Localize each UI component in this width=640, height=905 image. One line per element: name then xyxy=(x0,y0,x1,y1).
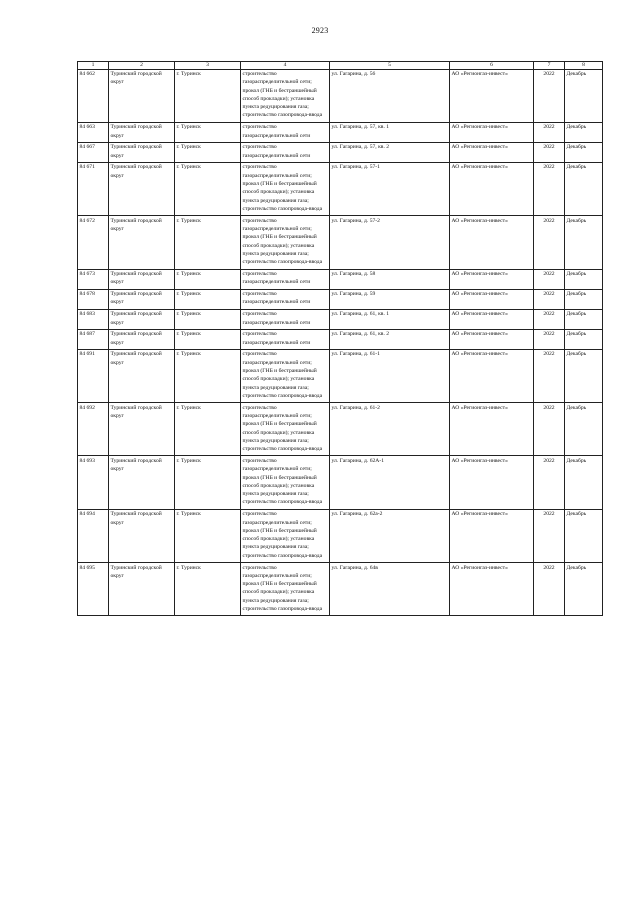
address-cell: ул. Гагарина, д. 64в xyxy=(330,563,450,616)
year-cell: 2022 xyxy=(534,563,565,616)
locality-cell: г. Туринск xyxy=(175,456,241,509)
row-number-cell: 84 694 xyxy=(78,509,109,562)
locality-cell: г. Туринск xyxy=(175,162,241,215)
organization-cell: АО «Регионгаз-инвест» xyxy=(450,563,534,616)
organization-cell: АО «Регионгаз-инвест» xyxy=(450,69,534,122)
table-row xyxy=(78,122,603,142)
year-cell: 2022 xyxy=(534,162,565,215)
address-cell: ул. Гагарина, д. 61, кв. 2 xyxy=(330,329,450,349)
address-cell: ул. Гагарина, д. 61-1 xyxy=(330,349,450,402)
row-number-cell: 84 662 xyxy=(78,69,109,122)
table-row xyxy=(78,509,603,562)
address-cell: ул. Гагарина, д. 62А-1 xyxy=(330,456,450,509)
table-row xyxy=(78,329,603,349)
row-number-cell: 84 683 xyxy=(78,309,109,329)
address-cell: ул. Гагарина, д. 57-2 xyxy=(330,216,450,269)
locality-cell: г. Туринск xyxy=(175,122,241,142)
month-cell: Декабрь xyxy=(565,563,603,616)
organization-cell: АО «Регионгаз-инвест» xyxy=(450,216,534,269)
work-description-cell: строительство газораспределительной сети xyxy=(241,269,330,289)
address-cell: ул. Гагарина, д. 62а-2 xyxy=(330,509,450,562)
month-cell: Декабрь xyxy=(565,309,603,329)
locality-cell: г. Туринск xyxy=(175,309,241,329)
year-cell: 2022 xyxy=(534,216,565,269)
month-cell: Декабрь xyxy=(565,69,603,122)
locality-cell: г. Туринск xyxy=(175,289,241,309)
column-header: 6 xyxy=(450,62,534,70)
address-cell: ул. Гагарина, д. 59 xyxy=(330,289,450,309)
district-cell: Туринский городской округ xyxy=(109,509,175,562)
table-row xyxy=(78,309,603,329)
column-header: 2 xyxy=(109,62,175,70)
organization-cell: АО «Регионгаз-инвест» xyxy=(450,162,534,215)
row-number-cell: 84 673 xyxy=(78,269,109,289)
row-number-cell: 84 667 xyxy=(78,142,109,162)
organization-cell: АО «Регионгаз-инвест» xyxy=(450,309,534,329)
table-row xyxy=(78,269,603,289)
organization-cell: АО «Регионгаз-инвест» xyxy=(450,269,534,289)
year-cell: 2022 xyxy=(534,309,565,329)
row-number-cell: 84 663 xyxy=(78,122,109,142)
district-cell: Туринский городской округ xyxy=(109,142,175,162)
row-number-cell: 84 695 xyxy=(78,563,109,616)
work-description-cell: строительство газораспределительной сети; прокол (ГНБ и бестраншейный способ прокладки); установка пункта редуцирования газа; строительство газопровода-ввода xyxy=(241,456,330,509)
month-cell: Декабрь xyxy=(565,162,603,215)
work-description-cell: строительство газораспределительной сети; прокол (ГНБ и бестраншейный способ прокладки); установка пункта редуцирования газа; строительство газопровода-ввода xyxy=(241,563,330,616)
district-cell: Туринский городской округ xyxy=(109,216,175,269)
address-cell: ул. Гагарина, д. 57, кв. 2 xyxy=(330,142,450,162)
table-row xyxy=(78,563,603,616)
year-cell: 2022 xyxy=(534,269,565,289)
table-row xyxy=(78,162,603,215)
gasification-schedule-table xyxy=(77,61,603,616)
row-number-cell: 84 671 xyxy=(78,162,109,215)
column-header: 1 xyxy=(78,62,109,70)
column-header: 4 xyxy=(241,62,330,70)
table-row xyxy=(78,69,603,122)
column-header: 7 xyxy=(534,62,565,70)
row-number-cell: 84 672 xyxy=(78,216,109,269)
address-cell: ул. Гагарина, д. 56 xyxy=(330,69,450,122)
row-number-cell: 84 693 xyxy=(78,456,109,509)
month-cell: Декабрь xyxy=(565,509,603,562)
row-number-cell: 84 692 xyxy=(78,403,109,456)
year-cell: 2022 xyxy=(534,122,565,142)
organization-cell: АО «Регионгаз-инвест» xyxy=(450,456,534,509)
district-cell: Туринский городской округ xyxy=(109,563,175,616)
row-number-cell: 84 678 xyxy=(78,289,109,309)
column-number-row xyxy=(78,62,603,70)
locality-cell: г. Туринск xyxy=(175,349,241,402)
district-cell: Туринский городской округ xyxy=(109,69,175,122)
table-row xyxy=(78,216,603,269)
page-number: 2923 xyxy=(311,26,329,35)
year-cell: 2022 xyxy=(534,509,565,562)
organization-cell: АО «Регионгаз-инвест» xyxy=(450,403,534,456)
locality-cell: г. Туринск xyxy=(175,269,241,289)
work-description-cell: строительство газораспределительной сети; прокол (ГНБ и бестраншейный способ прокладки); установка пункта редуцирования газа; строительство газопровода-ввода xyxy=(241,216,330,269)
address-cell: ул. Гагарина, д. 58 xyxy=(330,269,450,289)
district-cell: Туринский городской округ xyxy=(109,122,175,142)
organization-cell: АО «Регионгаз-инвест» xyxy=(450,122,534,142)
district-cell: Туринский городской округ xyxy=(109,269,175,289)
month-cell: Декабрь xyxy=(565,269,603,289)
work-description-cell: строительство газораспределительной сети xyxy=(241,289,330,309)
month-cell: Декабрь xyxy=(565,403,603,456)
row-number-cell: 84 687 xyxy=(78,329,109,349)
organization-cell: АО «Регионгаз-инвест» xyxy=(450,509,534,562)
column-header: 5 xyxy=(330,62,450,70)
organization-cell: АО «Регионгаз-инвест» xyxy=(450,349,534,402)
locality-cell: г. Туринск xyxy=(175,329,241,349)
year-cell: 2022 xyxy=(534,456,565,509)
month-cell: Декабрь xyxy=(565,142,603,162)
locality-cell: г. Туринск xyxy=(175,563,241,616)
work-description-cell: строительство газораспределительной сети xyxy=(241,329,330,349)
organization-cell: АО «Регионгаз-инвест» xyxy=(450,329,534,349)
column-header: 3 xyxy=(175,62,241,70)
table-row xyxy=(78,403,603,456)
year-cell: 2022 xyxy=(534,289,565,309)
address-cell: ул. Гагарина, д. 57, кв. 1 xyxy=(330,122,450,142)
year-cell: 2022 xyxy=(534,403,565,456)
year-cell: 2022 xyxy=(534,69,565,122)
work-description-cell: строительство газораспределительной сети; прокол (ГНБ и бестраншейный способ прокладки); установка пункта редуцирования газа; строительство газопровода-ввода xyxy=(241,349,330,402)
address-cell: ул. Гагарина, д. 57-1 xyxy=(330,162,450,215)
locality-cell: г. Туринск xyxy=(175,403,241,456)
district-cell: Туринский городской округ xyxy=(109,403,175,456)
district-cell: Туринский городской округ xyxy=(109,162,175,215)
year-cell: 2022 xyxy=(534,349,565,402)
district-cell: Туринский городской округ xyxy=(109,329,175,349)
work-description-cell: строительство газораспределительной сети; прокол (ГНБ и бестраншейный способ прокладки); установка пункта редуцирования газа; строительство газопровода-ввода xyxy=(241,403,330,456)
locality-cell: г. Туринск xyxy=(175,142,241,162)
table-row xyxy=(78,349,603,402)
district-cell: Туринский городской округ xyxy=(109,289,175,309)
work-description-cell: строительство газораспределительной сети xyxy=(241,309,330,329)
locality-cell: г. Туринск xyxy=(175,509,241,562)
month-cell: Декабрь xyxy=(565,456,603,509)
organization-cell: АО «Регионгаз-инвест» xyxy=(450,142,534,162)
month-cell: Декабрь xyxy=(565,122,603,142)
work-description-cell: строительство газораспределительной сети xyxy=(241,142,330,162)
month-cell: Декабрь xyxy=(565,216,603,269)
work-description-cell: строительство газораспределительной сети; прокол (ГНБ и бестраншейный способ прокладки); установка пункта редуцирования газа; строительство газопровода-ввода xyxy=(241,509,330,562)
work-description-cell: строительство газораспределительной сети; прокол (ГНБ и бестраншейный способ прокладки); установка пункта редуцирования газа; строительство газопровода-ввода xyxy=(241,69,330,122)
address-cell: ул. Гагарина, д. 61, кв. 1 xyxy=(330,309,450,329)
table-row xyxy=(78,142,603,162)
district-cell: Туринский городской округ xyxy=(109,456,175,509)
table-row xyxy=(78,456,603,509)
locality-cell: г. Туринск xyxy=(175,69,241,122)
address-cell: ул. Гагарина, д. 61-2 xyxy=(330,403,450,456)
column-header: 8 xyxy=(565,62,603,70)
month-cell: Декабрь xyxy=(565,329,603,349)
year-cell: 2022 xyxy=(534,142,565,162)
work-description-cell: строительство газораспределительной сети; прокол (ГНБ и бестраншейный способ прокладки); установка пункта редуцирования газа; строительство газопровода-ввода xyxy=(241,162,330,215)
month-cell: Декабрь xyxy=(565,349,603,402)
work-description-cell: строительство газораспределительной сети xyxy=(241,122,330,142)
year-cell: 2022 xyxy=(534,329,565,349)
district-cell: Туринский городской округ xyxy=(109,349,175,402)
table-row xyxy=(78,289,603,309)
organization-cell: АО «Регионгаз-инвест» xyxy=(450,289,534,309)
row-number-cell: 84 691 xyxy=(78,349,109,402)
district-cell: Туринский городской округ xyxy=(109,309,175,329)
locality-cell: г. Туринск xyxy=(175,216,241,269)
month-cell: Декабрь xyxy=(565,289,603,309)
